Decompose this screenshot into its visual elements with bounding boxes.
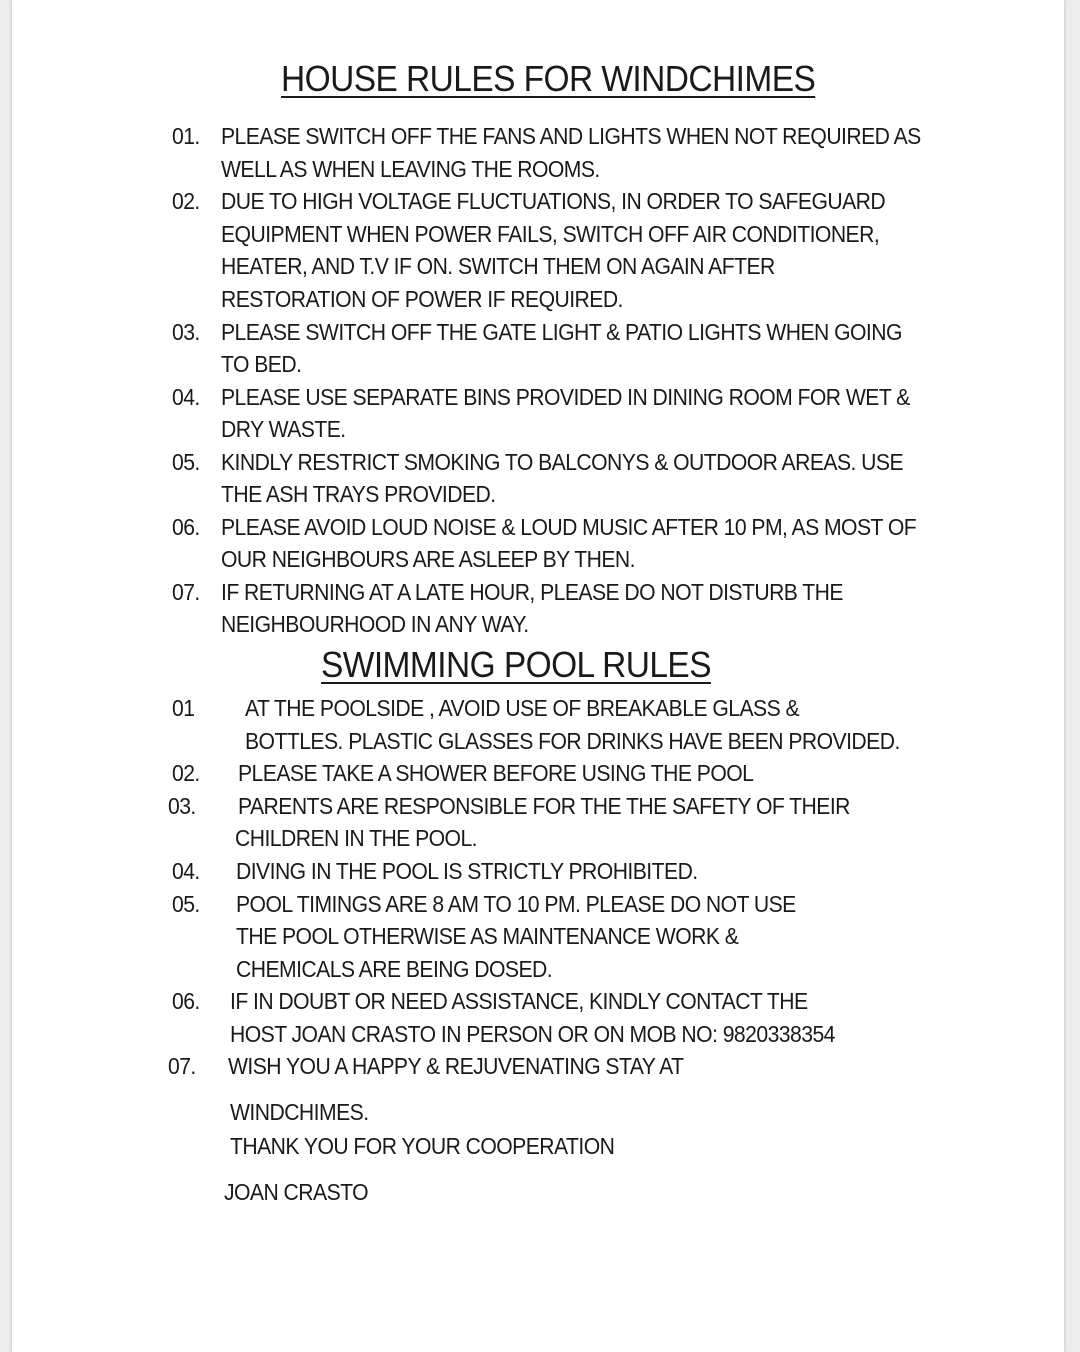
house-rule-3-line-2: TO BED.	[221, 351, 302, 377]
house-rule-7-line-2: NEIGHBOURHOOD IN ANY WAY.	[221, 611, 529, 637]
house-rule-2-line-2: EQUIPMENT WHEN POWER FAILS, SWITCH OFF AIR CONDITIONER,	[221, 221, 880, 247]
pool-rule-1-line-1: AT THE POOLSIDE , AVOID USE OF BREAKABLE GLASS &	[245, 695, 800, 721]
pool-rule-1-line-2: BOTTLES. PLASTIC GLASSES FOR DRINKS HAVE BEEN PROVIDED.	[245, 728, 900, 754]
house-rule-2-line-4: RESTORATION OF POWER IF REQUIRED.	[221, 286, 623, 312]
house-rule-4-line-2: DRY WASTE.	[221, 416, 346, 442]
pool-rule-5-line-2: THE POOL OTHERWISE AS MAINTENANCE WORK &	[236, 923, 739, 949]
house-rule-4-line-1: PLEASE USE SEPARATE BINS PROVIDED IN DINING ROOM FOR WET &	[221, 384, 910, 410]
pool-rule-number-5: 05.	[172, 891, 200, 917]
house-rule-2-line-1: DUE TO HIGH VOLTAGE FLUCTUATIONS, IN ORDER TO SAFEGUARD	[221, 188, 886, 214]
closing-text: THANK YOU FOR YOUR COOPERATION	[230, 1133, 615, 1159]
pool-rule-4-line-1: DIVING IN THE POOL IS STRICTLY PROHIBITED.	[236, 858, 698, 884]
pool-rule-number-4: 04.	[172, 858, 200, 884]
document-page	[12, 0, 1064, 1352]
house-rule-5-line-2: THE ASH TRAYS PROVIDED.	[221, 481, 496, 507]
pool-rule-3-line-2: CHILDREN IN THE POOL.	[235, 825, 477, 851]
house-rule-7-line-1: IF RETURNING AT A LATE HOUR, PLEASE DO NOT DISTURB THE	[221, 579, 843, 605]
pool-rule-3-line-1: PARENTS ARE RESPONSIBLE FOR THE THE SAFETY OF THEIR	[238, 793, 850, 819]
pool-rule-7-line-1: WISH YOU A HAPPY & REJUVENATING STAY AT	[228, 1053, 684, 1079]
house-rules-title: HOUSE RULES FOR WINDCHIMES	[281, 58, 816, 99]
house-rule-number-7: 07.	[172, 579, 200, 605]
pool-rule-number-3: 03.	[168, 793, 196, 819]
house-rule-1-line-1: PLEASE SWITCH OFF THE FANS AND LIGHTS WHEN NOT REQUIRED AS	[221, 123, 921, 149]
pool-rule-number-7: 07.	[168, 1053, 196, 1079]
house-rule-number-1: 01.	[172, 123, 200, 149]
house-rule-number-6: 06.	[172, 514, 200, 540]
pool-rule-number-6: 06.	[172, 988, 200, 1014]
house-rule-number-4: 04.	[172, 384, 200, 410]
house-rule-6-line-2: OUR NEIGHBOURS ARE ASLEEP BY THEN.	[221, 546, 635, 572]
pool-rule-5-line-1: POOL TIMINGS ARE 8 AM TO 10 PM. PLEASE DO NOT USE	[236, 891, 796, 917]
pool-rule-number-1: 01	[172, 695, 195, 721]
house-rule-3-line-1: PLEASE SWITCH OFF THE GATE LIGHT & PATIO LIGHTS WHEN GOING	[221, 319, 902, 345]
pool-rule-number-2: 02.	[172, 760, 200, 786]
house-rule-number-2: 02.	[172, 188, 200, 214]
house-rule-6-line-1: PLEASE AVOID LOUD NOISE & LOUD MUSIC AFTER 10 PM, AS MOST OF	[221, 514, 917, 540]
pool-rule-5-line-3: CHEMICALS ARE BEING DOSED.	[236, 956, 553, 982]
house-rule-2-line-3: HEATER, AND T.V IF ON. SWITCH THEM ON AGAIN AFTER	[221, 253, 775, 279]
house-rule-1-line-2: WELL AS WHEN LEAVING THE ROOMS.	[221, 156, 600, 182]
pool-rule-6-line-1: IF IN DOUBT OR NEED ASSISTANCE, KINDLY CONTACT THE	[230, 988, 808, 1014]
pool-rule-2-line-1: PLEASE TAKE A SHOWER BEFORE USING THE POOL	[238, 760, 754, 786]
pool-rule-7-line-2: WINDCHIMES.	[230, 1099, 369, 1125]
pool-rules-title: SWIMMING POOL RULES	[321, 644, 711, 685]
house-rule-number-5: 05.	[172, 449, 200, 475]
pool-rule-6-line-2: HOST JOAN CRASTO IN PERSON OR ON MOB NO: 9820338354	[230, 1021, 835, 1047]
signature: JOAN CRASTO	[224, 1179, 369, 1205]
house-rule-number-3: 03.	[172, 319, 200, 345]
house-rule-5-line-1: KINDLY RESTRICT SMOKING TO BALCONYS & OUTDOOR AREAS. USE	[221, 449, 904, 475]
